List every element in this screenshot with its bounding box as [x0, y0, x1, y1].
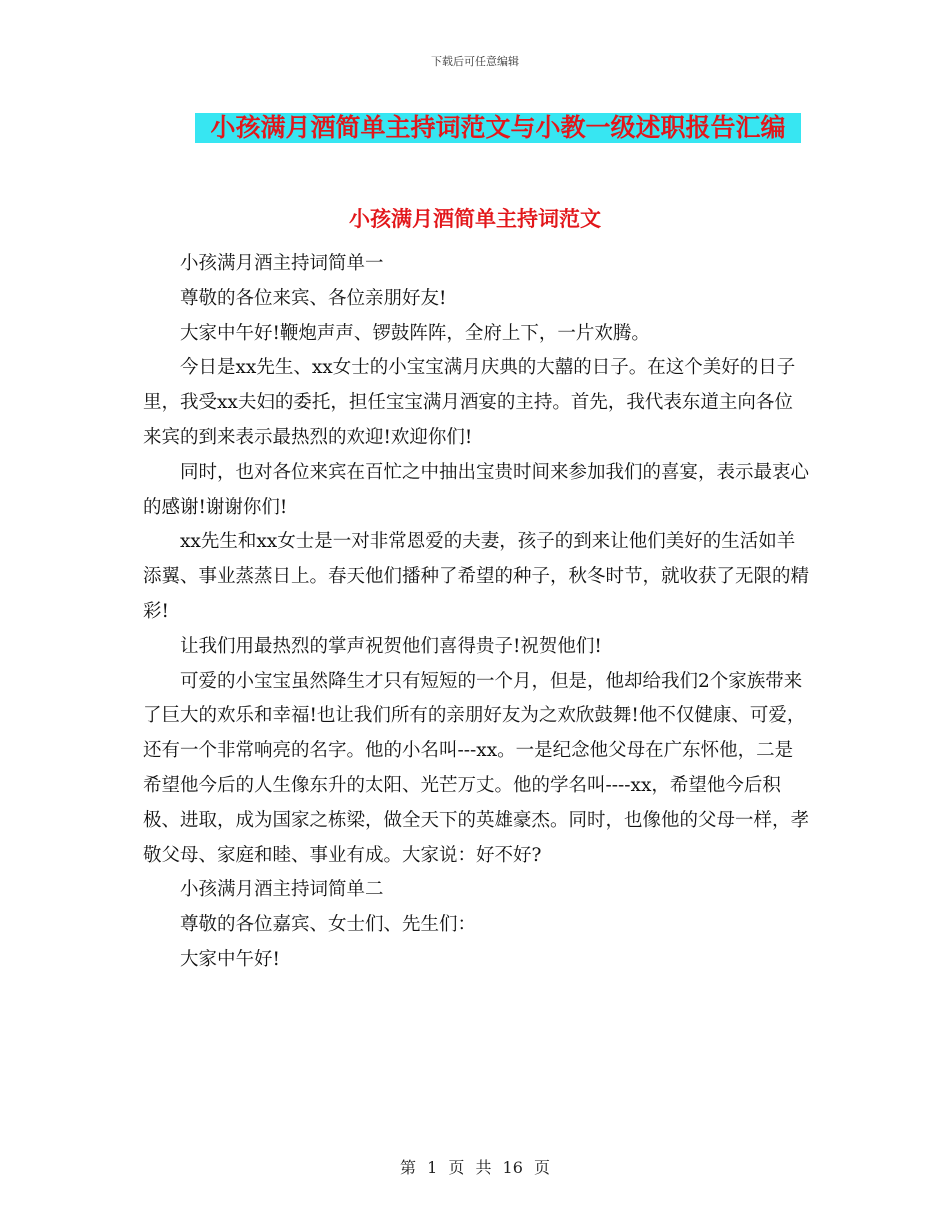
- paragraph: 小孩满月酒主持词简单二: [180, 879, 384, 901]
- document-title: 小孩满月酒简单主持词范文与小教一级述职报告汇编: [195, 113, 801, 143]
- paragraph: 尊敬的各位嘉宾、女士们、先生们：: [180, 914, 477, 936]
- page-number-footer: 第 1 页 共 16 页: [400, 1158, 550, 1177]
- section-title: 小孩满月酒简单主持词范文: [349, 206, 601, 231]
- paragraph: 今日是xx先生、xx女士的小宝宝满月庆典的大囍的日子。在这个美好的日子里，我受xx夫妇的委托，担任宝宝满月酒宴的主持。首先，我代表东道主向各位来宾的到来表示最热烈的欢迎!欢迎你们!: [143, 357, 796, 448]
- document-body: [143, 247, 809, 978]
- paragraph: 同时，也对各位来宾在百忙之中抽出宝贵时间来参加我们的喜宴，表示最衷心的感谢!谢谢你们!: [143, 461, 810, 518]
- paragraph: 大家中午好!: [180, 948, 280, 970]
- paragraph: 让我们用最热烈的掌声祝贺他们喜得贵子!祝贺他们!: [180, 635, 602, 657]
- paragraph: 大家中午好!鞭炮声声、锣鼓阵阵，全府上下，一片欢腾。: [180, 322, 650, 344]
- header-note: 下载后可任意编辑: [431, 55, 519, 68]
- paragraph: 尊敬的各位来宾、各位亲朋好友!: [180, 287, 447, 309]
- paragraph: 小孩满月酒主持词简单一: [180, 253, 384, 274]
- paragraph: xx先生和xx女士是一对非常恩爱的夫妻，孩子的到来让他们美好的生活如羊添翼、事业蒸蒸日上。春天他们播种了希望的种子，秋冬时节，就收获了无限的精彩!: [143, 531, 810, 622]
- paragraph: 可爱的小宝宝虽然降生才只有短短的一个月，但是，他却给我们2个家族带来了巨大的欢乐和幸福!也让我们所有的亲朋好友为之欢欣鼓舞!他不仅健康、可爱，还有一个非常响亮的名字。他的小名叫---xx。一是纪念他父母在广东怀他，二是希望他今后的人生像东升的太阳、光芒万丈。他的学名叫----xx，希望他今后积极、进取，成为国家之栋梁，做全天下的英雄豪杰。同时，也像他的父母一样，孝敬父母、家庭和睦、事业有成。大家说：好不好?: [143, 670, 810, 866]
